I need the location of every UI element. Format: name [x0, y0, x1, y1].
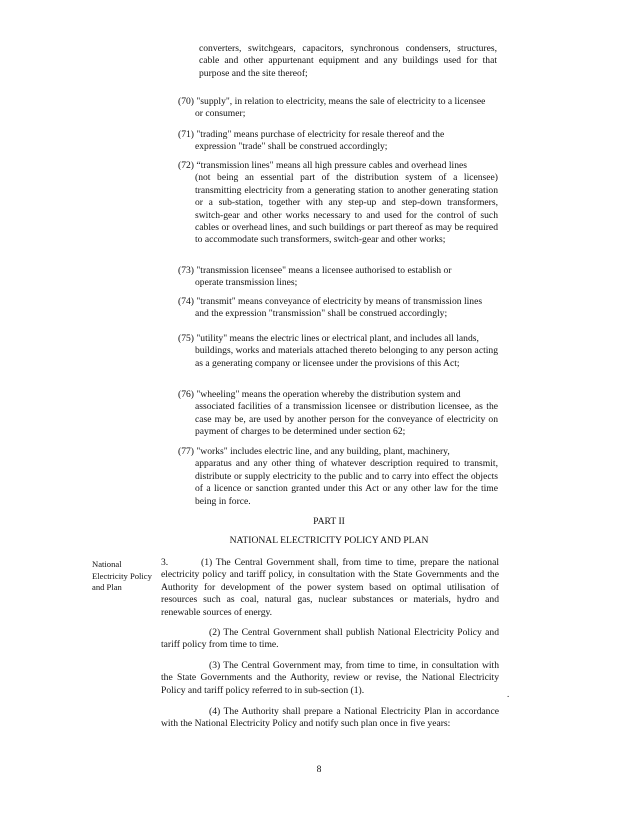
definition-lead: (77) "works" includes electric line, and any building, plant, machinery,	[178, 446, 450, 457]
definition-body: expression "trade" shall be construed accordingly;	[195, 141, 388, 153]
continuation-paragraph: converters, switchgears, capacitors, synchronous condensers, structures, cable and other appurtenant equipment and any buildings used for that purpose and the site thereof;	[199, 43, 497, 79]
section-3-subsection-2: (2) The Central Government shall publish National Electricity Policy and tariff policy from time to time.	[161, 627, 499, 651]
section-3-subsection-3: (3) The Central Government may, from time to time, in consultation with the State Governments and the Authority, review or revise, the National Electricity Policy and tariff policy referred to in sub-section (1).	[161, 660, 499, 696]
page-number: 8	[316, 764, 322, 775]
subsection-text: (1) The Central Government shall, from time to time, prepare the national electricity policy and tariff policy, in consultation with the State Governments and the Authority for development of the power system based on optimal utilisation of resources such as coal, natural gas, nuclear substances or materials, hydro and renewable sources of energy.	[161, 557, 499, 618]
definition-76	[178, 389, 498, 439]
definition-body: buildings, works and materials attached thereto belonging to any person acting as a generating company or licensee under the provisions of this Act;	[195, 345, 498, 369]
part-heading: NATIONAL ELECTRICITY POLICY AND PLAN	[229, 535, 429, 546]
definition-70	[178, 96, 498, 121]
definition-body: apparatus and any other thing of whatever description required to transmit, distribute or supply electricity to the public and to carry into effect the objects of a licence or sanction granted under this Act or any other law for the time being in force.	[195, 458, 498, 507]
definition-lead: (75) "utility" means the electric lines or electrical plant, and includes all lands,	[178, 333, 479, 344]
definition-lead: (76) "wheeling" means the operation whereby the distribution system and	[178, 389, 461, 400]
definition-72	[178, 160, 498, 247]
definition-lead: (70) "supply", in relation to electricity, means the sale of electricity to a licensee	[178, 96, 486, 107]
stray-mark: .	[507, 689, 510, 699]
definition-lead: (74) "transmit" means conveyance of electricity by means of transmission lines	[178, 296, 483, 307]
section-3-subsection-4: (4) The Authority shall prepare a National Electricity Plan in accordance with the National Electricity Policy and notify such plan once in five years:	[161, 706, 499, 730]
definition-lead: (72) “transmission lines" means all high pressure cables and overhead lines	[178, 160, 467, 171]
margin-note: National Electricity Policy and Plan	[92, 559, 152, 592]
definition-77	[178, 446, 498, 508]
definition-lead: (73) "transmission licensee" means a licensee authorised to establish or	[178, 265, 452, 276]
definition-body: operate transmission lines;	[195, 277, 298, 289]
definition-body: and the expression "transmission" shall be construed accordingly;	[195, 308, 448, 320]
definition-75	[178, 333, 498, 370]
section-number: 3.	[161, 557, 169, 568]
definition-lead: (71) "trading" means purchase of electricity for resale thereof and the	[178, 129, 445, 140]
definition-71	[178, 129, 498, 154]
definition-body: or consumer;	[195, 108, 246, 120]
section-3-subsection-1	[161, 557, 499, 619]
definition-73	[178, 265, 498, 290]
part-title: PART II	[313, 516, 345, 527]
definition-body: (not being an essential part of the distribution system of a licensee) transmitting electricity from a generating station to another generating station or a sub-station, together with any step-up and step-down transformers, switch-gear and other works necessary to and used for the control of such cables or overhead lines, and such buildings or part thereof as may be required to accommodate such transformers, switch-gear and other works;	[195, 172, 498, 246]
definition-74	[178, 296, 498, 321]
definition-body: associated facilities of a transmission licensee or distribution licensee, as the case may be, are used by another person for the conveyance of electricity on payment of charges to be determined under section 62;	[195, 401, 498, 438]
